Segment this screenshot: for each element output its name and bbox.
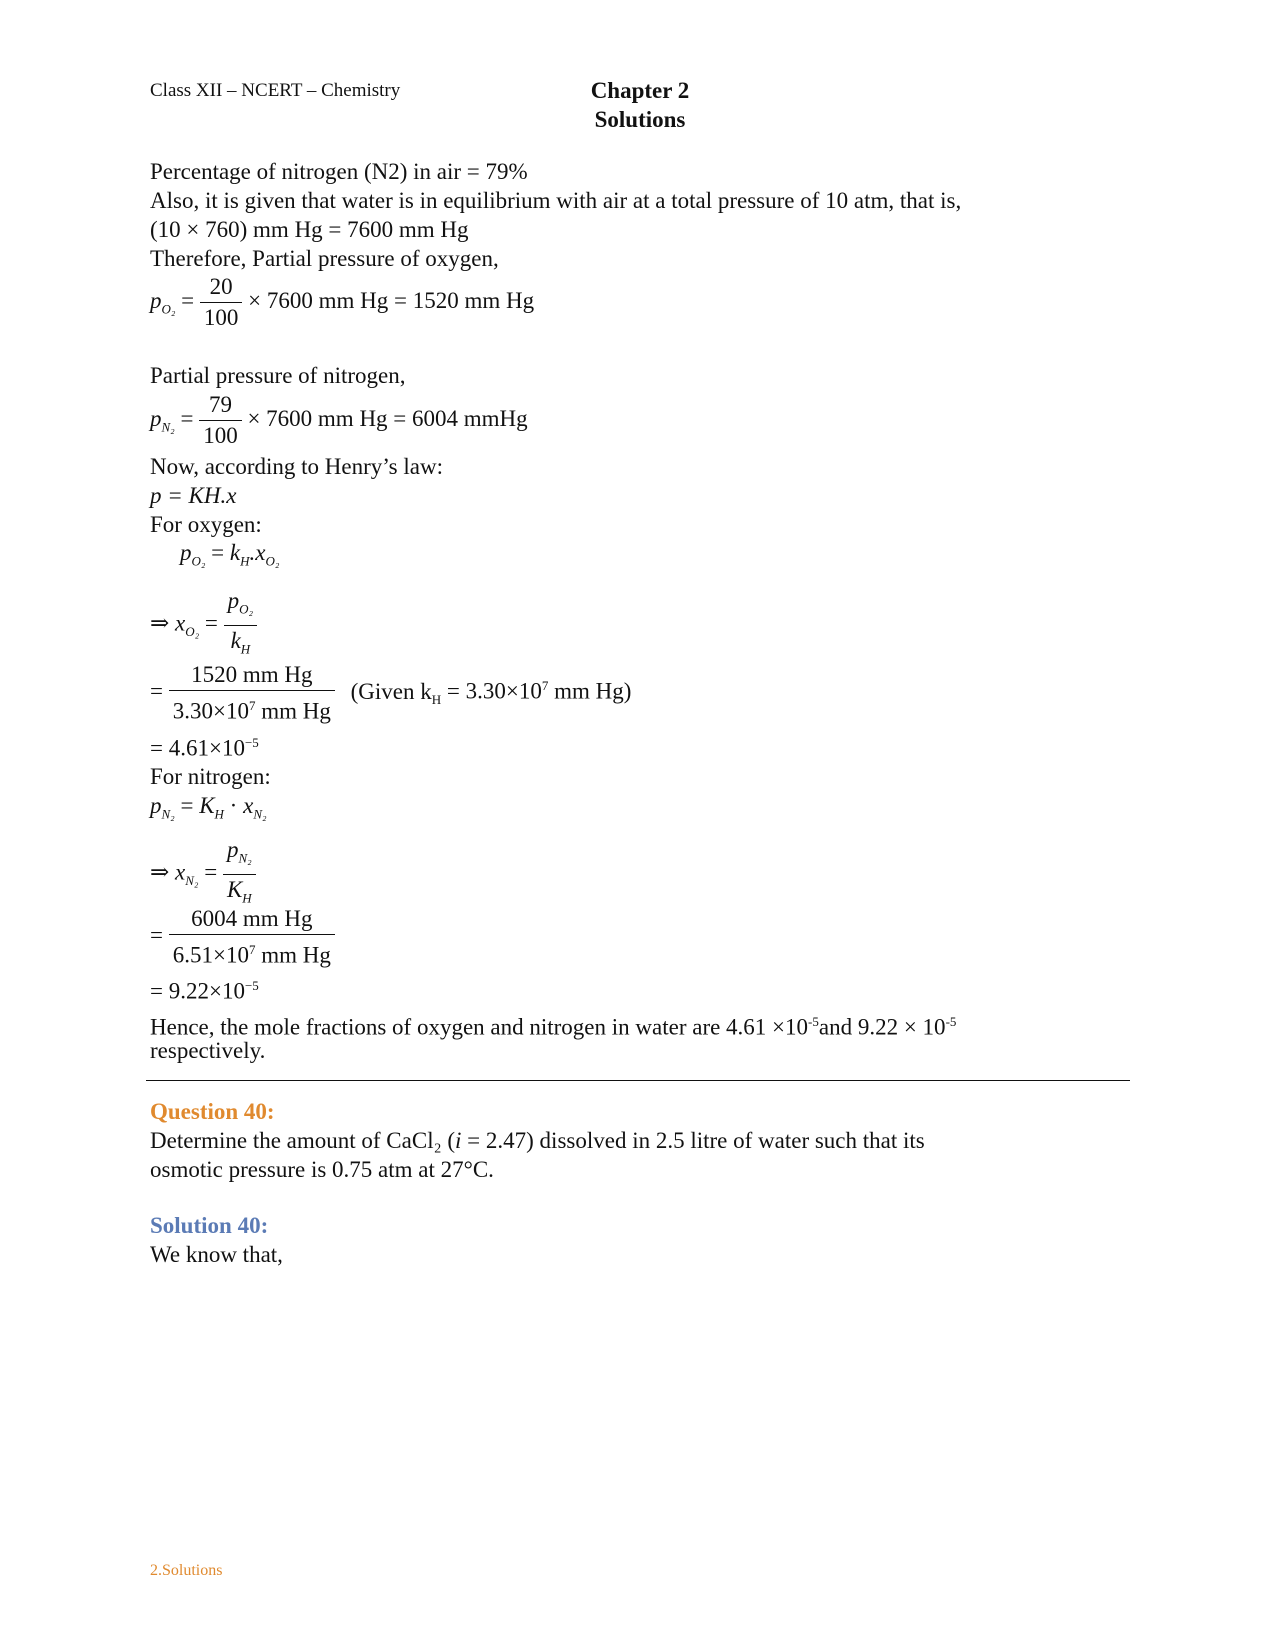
text-line: For oxygen:	[150, 512, 262, 537]
text-line: Partial pressure of nitrogen,	[150, 363, 406, 388]
equation-po2: $p_{O_2}$ = $\frac{20}{100}$ × 7600 mm Hg = 1520 mm Hg	[150, 272, 534, 333]
conclusion-line: Hence, the mole fractions of oxygen and nitrogen in water are $4.61 \times 10^{-5}and$ $9.22 \times 10^{-5}$	[150, 1014, 957, 1040]
footer-label: 2.Solutions	[150, 1562, 223, 1579]
text-line: For nitrogen:	[150, 764, 271, 789]
text-line: Now, according to Henry’s law:	[150, 454, 443, 479]
equation-pn2: $p_{N_2}$ = $\frac{79}{100}$ × 7600 mm Hg = 6004 mmHg	[150, 390, 528, 451]
question-text: osmotic pressure is 0.75 atm at 27°C.	[150, 1157, 494, 1182]
section-divider	[146, 1080, 1130, 1081]
equation-xn2: ⇒ $x_{N_2}$ = $\frac{p_{N_2}}{K_H}$	[150, 835, 256, 913]
fraction: $\frac{20}{100}$	[200, 272, 243, 333]
question-text: Determine the amount of CaCl₂ (i = 2.47) dissolved in 2.5 litre of water such that its	[150, 1128, 925, 1153]
fraction: $\frac{p_{O_2}}{k_H}$	[224, 586, 257, 664]
result-nitrogen: = $9.22\times 10^{-5}$	[150, 978, 259, 1004]
text-line: Also, it is given that water is in equilibrium with air at a total pressure of 10 atm, that is,	[150, 188, 962, 213]
equation-nitrogen-calc: = $\frac{\text{6004 mm Hg}}{6.51\times 10^7 mm Hg}$	[150, 904, 335, 971]
chapter-title: Solutions	[594, 107, 686, 132]
equation-xo2: ⇒ $x_{O_2}$ = $\frac{p_{O_2}}{k_H}$	[150, 586, 257, 664]
text-line: respectively.	[150, 1038, 266, 1063]
solution-title: Solution 40:	[150, 1213, 269, 1238]
solution-text: We know that,	[150, 1242, 283, 1267]
chapter-number: Chapter 2	[590, 78, 690, 103]
fraction: $\frac{\text{6004 mm Hg}}{6.51\times 10^7 mm Hg}$	[169, 904, 335, 971]
result-oxygen: = $4.61\times 10^{-5}$	[150, 735, 259, 761]
header-class-label: Class XII – NCERT – Chemistry	[150, 80, 401, 101]
fraction: $\frac{p_{N_2}}{K_H}$	[223, 835, 256, 913]
henry-law: p = KH.x	[150, 483, 237, 508]
text-line: Therefore, Partial pressure of oxygen,	[150, 246, 499, 271]
fraction: $\frac{79}{100}$	[199, 390, 242, 451]
fraction: $\frac{\text{1520 mm Hg}}{3.30\times 10^7 mm Hg}$	[169, 660, 335, 727]
equation-henry-oxygen: $p_{O_2} = k_H.x_{O_2}$	[180, 540, 280, 569]
equation-henry-nitrogen: $p_{N_2} = K_H \cdot x_{N_2}$	[150, 793, 267, 822]
chapter-heading	[560, 76, 720, 134]
equation-oxygen-calc: = $\frac{\text{1520 mm Hg}}{3.30\times 10^7 mm Hg}$ (Given $k_H = 3.30\times 10^7$ mm Hg)	[150, 660, 631, 727]
text-line: Percentage of nitrogen (N2) in air = 79%	[150, 159, 528, 184]
question-title: Question 40:	[150, 1099, 275, 1124]
text-line: (10 × 760) mm Hg = 7600 mm Hg	[150, 217, 469, 242]
